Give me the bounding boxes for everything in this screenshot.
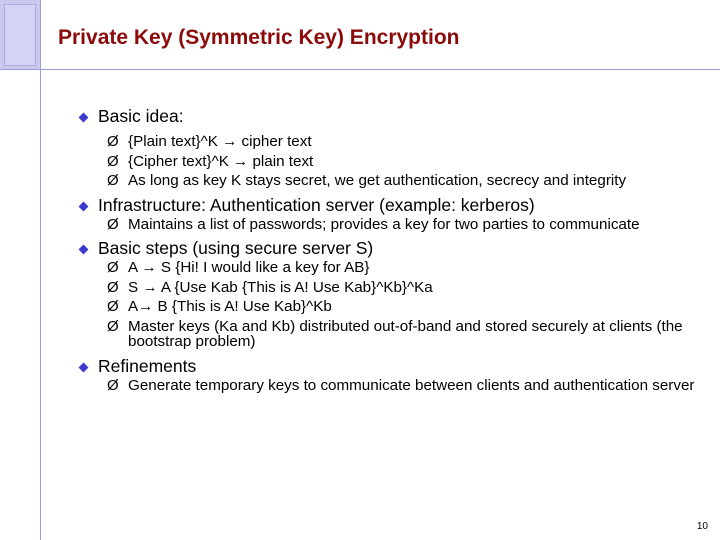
bullet-refinements <box>76 356 696 376</box>
title-divider <box>40 69 720 70</box>
sublist-refinements <box>107 378 696 394</box>
page-title: Private Key (Symmetric Key) Encryption <box>58 26 460 49</box>
arrow-marker-icon: Ø <box>107 259 119 276</box>
diamond-bullet-icon <box>79 113 89 123</box>
sublist-basic-steps <box>107 260 696 350</box>
bullet-infrastructure <box>76 195 696 215</box>
list-item: Ø {Plain text}^K → cipher text <box>107 133 312 150</box>
list-item: Ø Master keys (Ka and Kb) distributed out-of-band and stored securely at clients (the bootstrap problem) <box>107 317 683 350</box>
arrow-marker-icon: Ø <box>107 215 119 233</box>
left-frame-line <box>40 69 41 540</box>
bullet-basic-idea <box>76 106 696 126</box>
bullet-text: Refinements <box>98 355 197 376</box>
list-item: Ø Generate temporary keys to communicate between clients and authentication server <box>107 376 695 394</box>
list-item: Ø {Cipher text}^K → plain text <box>107 152 314 170</box>
arrow-marker-icon: Ø <box>107 172 119 189</box>
bullet-text: Basic idea: <box>98 106 184 126</box>
bullet-text: Basic steps (using secure server S) <box>98 238 374 258</box>
list-item: Ø A→ B {This is A! Use Kab}^Kb <box>107 298 332 315</box>
slide-body <box>76 106 696 397</box>
arrow-marker-icon: Ø <box>107 376 119 394</box>
list-item: Ø Maintains a list of passwords; provides a key for two parties to communicate <box>107 215 640 233</box>
list-item: Ø S → A {Use Kab {This is A! Use Kab}^Kb}^Ka <box>107 278 433 296</box>
bullet-text: Infrastructure: Authentication server (example: kerberos) <box>98 194 535 215</box>
page-number: 10 <box>696 521 708 532</box>
sublist-infrastructure <box>107 217 696 233</box>
diamond-bullet-icon <box>79 201 89 211</box>
arrow-marker-icon: Ø <box>107 133 119 150</box>
arrow-marker-icon: Ø <box>107 298 119 315</box>
diamond-bullet-icon <box>79 245 89 255</box>
bullet-basic-steps <box>76 238 696 258</box>
arrow-marker-icon: Ø <box>107 317 119 335</box>
arrow-marker-icon: Ø <box>107 278 119 296</box>
list-item: Ø As long as key K stays secret, we get authentication, secrecy and integrity <box>107 172 627 189</box>
corner-decoration <box>0 0 41 70</box>
arrow-marker-icon: Ø <box>107 152 119 170</box>
list-item: Ø A → S {Hi! I would like a key for AB} <box>107 259 370 276</box>
corner-decoration-inner <box>4 4 36 66</box>
sublist-basic-idea <box>107 134 696 189</box>
diamond-bullet-icon <box>79 362 89 372</box>
